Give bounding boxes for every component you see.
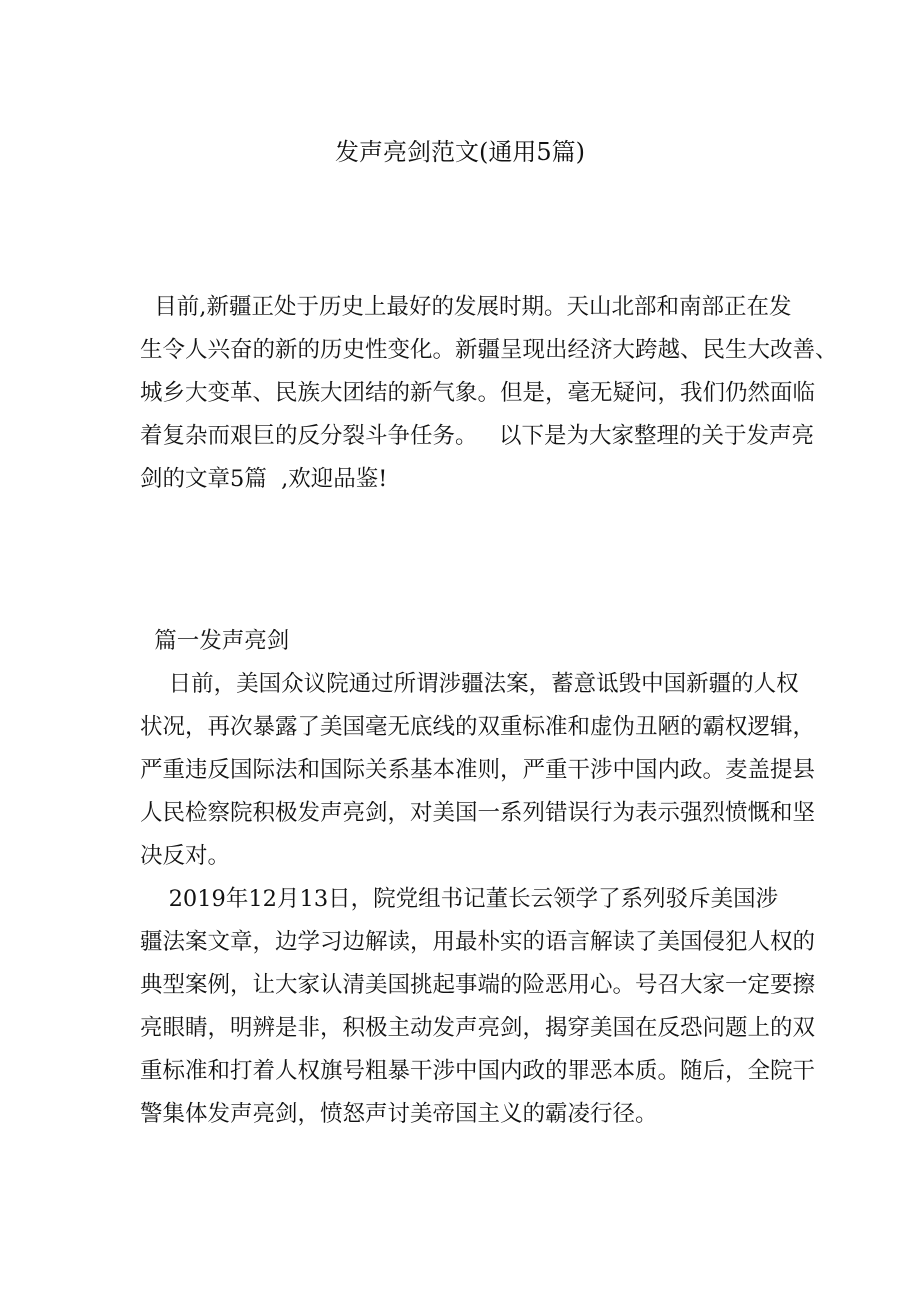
- text-line: 警集体发声亮剑，愤怒声讨美帝国主义的霸凌行径。: [140, 1101, 658, 1127]
- text-line: 状况，再次暴露了美国毫无底线的双重标准和虚伪丑陋的霸权逻辑，: [140, 714, 816, 740]
- text-line: 城乡大变革、民族大团结的新气象。但是，毫无疑问，我们仍然面临: [140, 380, 816, 406]
- text-line: 人民检察院积极发声亮剑，对美国一系列错误行为表示强烈愤慨和坚: [140, 800, 816, 826]
- text-line: 典型案例，让大家认清美国挑起事端的险恶用心。号召大家一定要擦: [140, 972, 816, 998]
- text-line: 目前,新疆正处于历史上最好的发展时期。天山北部和南部正在发: [140, 294, 792, 320]
- text-line: 严重违反国际法和国际关系基本准则，严重干涉中国内政。麦盖提县: [140, 757, 816, 783]
- paragraph: [140, 663, 816, 878]
- text-line: 重标准和打着人权旗号粗暴干涉中国内政的罪恶本质。随后，全院干: [140, 1058, 816, 1084]
- paragraph: [140, 878, 816, 1136]
- text-line: 剑的文章5篇 ,欢迎品鉴!: [140, 466, 388, 492]
- section-heading: 篇一发声亮剑: [140, 628, 290, 654]
- text-line: 疆法案文章，边学习边解读，用最朴实的语言解读了美国侵犯人权的: [140, 929, 816, 955]
- text-line: 决反对。: [140, 843, 231, 869]
- text-line: 生令人兴奋的新的历史性变化。新疆呈现出经济大跨越、民生大改善、: [140, 337, 838, 363]
- document-title: 发声亮剑范文(通用5篇): [335, 138, 585, 166]
- intro-paragraph: [140, 286, 838, 501]
- text-line: 2019年12月13日，院党组书记董长云领学了系列驳斥美国涉: [140, 886, 779, 912]
- text-line: 亮眼睛，明辨是非，积极主动发声亮剑，揭穿美国在反恐问题上的双: [140, 1015, 816, 1041]
- section-1: [140, 620, 816, 1136]
- text-line: 日前，美国众议院通过所谓涉疆法案，蓄意诋毁中国新疆的人权: [140, 671, 799, 697]
- text-line: 着复杂而艰巨的反分裂斗争任务。 以下是为大家整理的关于发声亮: [140, 423, 814, 449]
